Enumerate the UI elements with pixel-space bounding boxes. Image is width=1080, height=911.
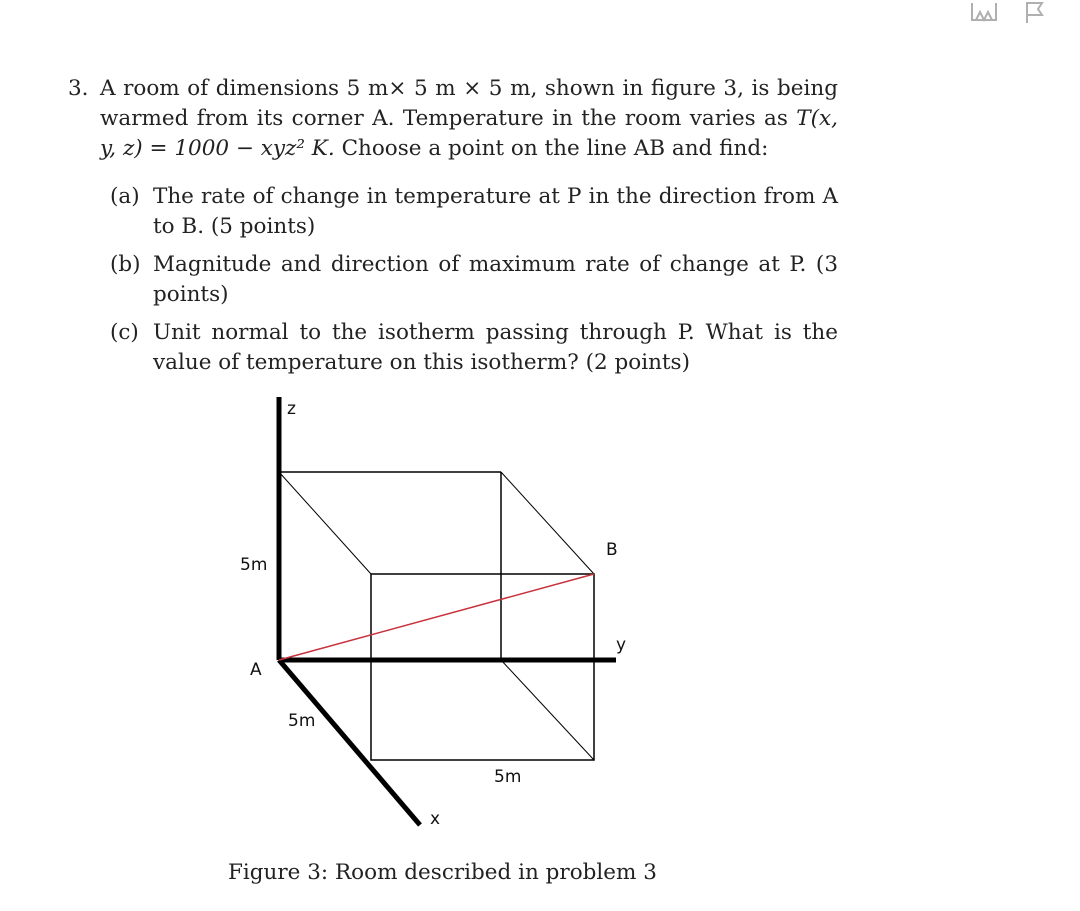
subpart-c [110, 318, 838, 378]
problem-statement [100, 74, 838, 164]
subpart-text: Magnitude and direction of maximum rate of change at P. (3 points) [153, 252, 838, 307]
top-toolbar [970, 0, 1046, 24]
cube-front-face [371, 574, 594, 760]
subpart-label: (b) [110, 252, 141, 277]
height-dimension-label: 5m [240, 555, 268, 575]
problem-stem [68, 74, 838, 164]
subpart-label: (a) [110, 184, 140, 209]
room-figure [220, 392, 650, 842]
subpart-text: The rate of change in temperature at P in the direction from A to B. (5 points) [153, 184, 838, 239]
y-axis-label: y [616, 635, 627, 655]
cube-edge-right-bottom [501, 660, 594, 760]
subpart-text: Unit normal to the isotherm passing through P. What is the value of temperature on this isotherm? (2 points) [153, 320, 838, 375]
width-dimension-label: 5m [494, 767, 522, 787]
x-axis [279, 660, 420, 825]
cube-edge-right-top [501, 472, 594, 574]
stem-end: Choose a point on the line AB and find: [341, 136, 769, 161]
subparts-list [110, 182, 838, 378]
flag-icon[interactable] [1024, 0, 1046, 24]
temperature-formula: T(x, y, z) = 1000 − xyz² K. [100, 106, 838, 161]
stem-intro: A room of dimensions 5 m× 5 m × 5 m, shown in figure 3, is being warmed from its corner A. Temperature in the room varies as [100, 76, 838, 131]
subpart-b [110, 250, 838, 310]
z-axis-label: z [287, 399, 296, 419]
point-a-label: A [250, 660, 262, 680]
subpart-label: (c) [110, 320, 139, 345]
depth-dimension-label: 5m [288, 711, 316, 731]
subpart-a [110, 182, 838, 242]
problem-3 [68, 74, 838, 386]
diagonal-ab [279, 574, 594, 660]
x-axis-label: x [430, 809, 441, 829]
point-b-label: B [606, 540, 618, 560]
problem-number: 3. [68, 76, 89, 101]
figure-caption: Figure 3: Room described in problem 3 [228, 860, 657, 885]
comment-icon[interactable] [970, 0, 998, 24]
cube-edge-left-top [279, 472, 371, 574]
